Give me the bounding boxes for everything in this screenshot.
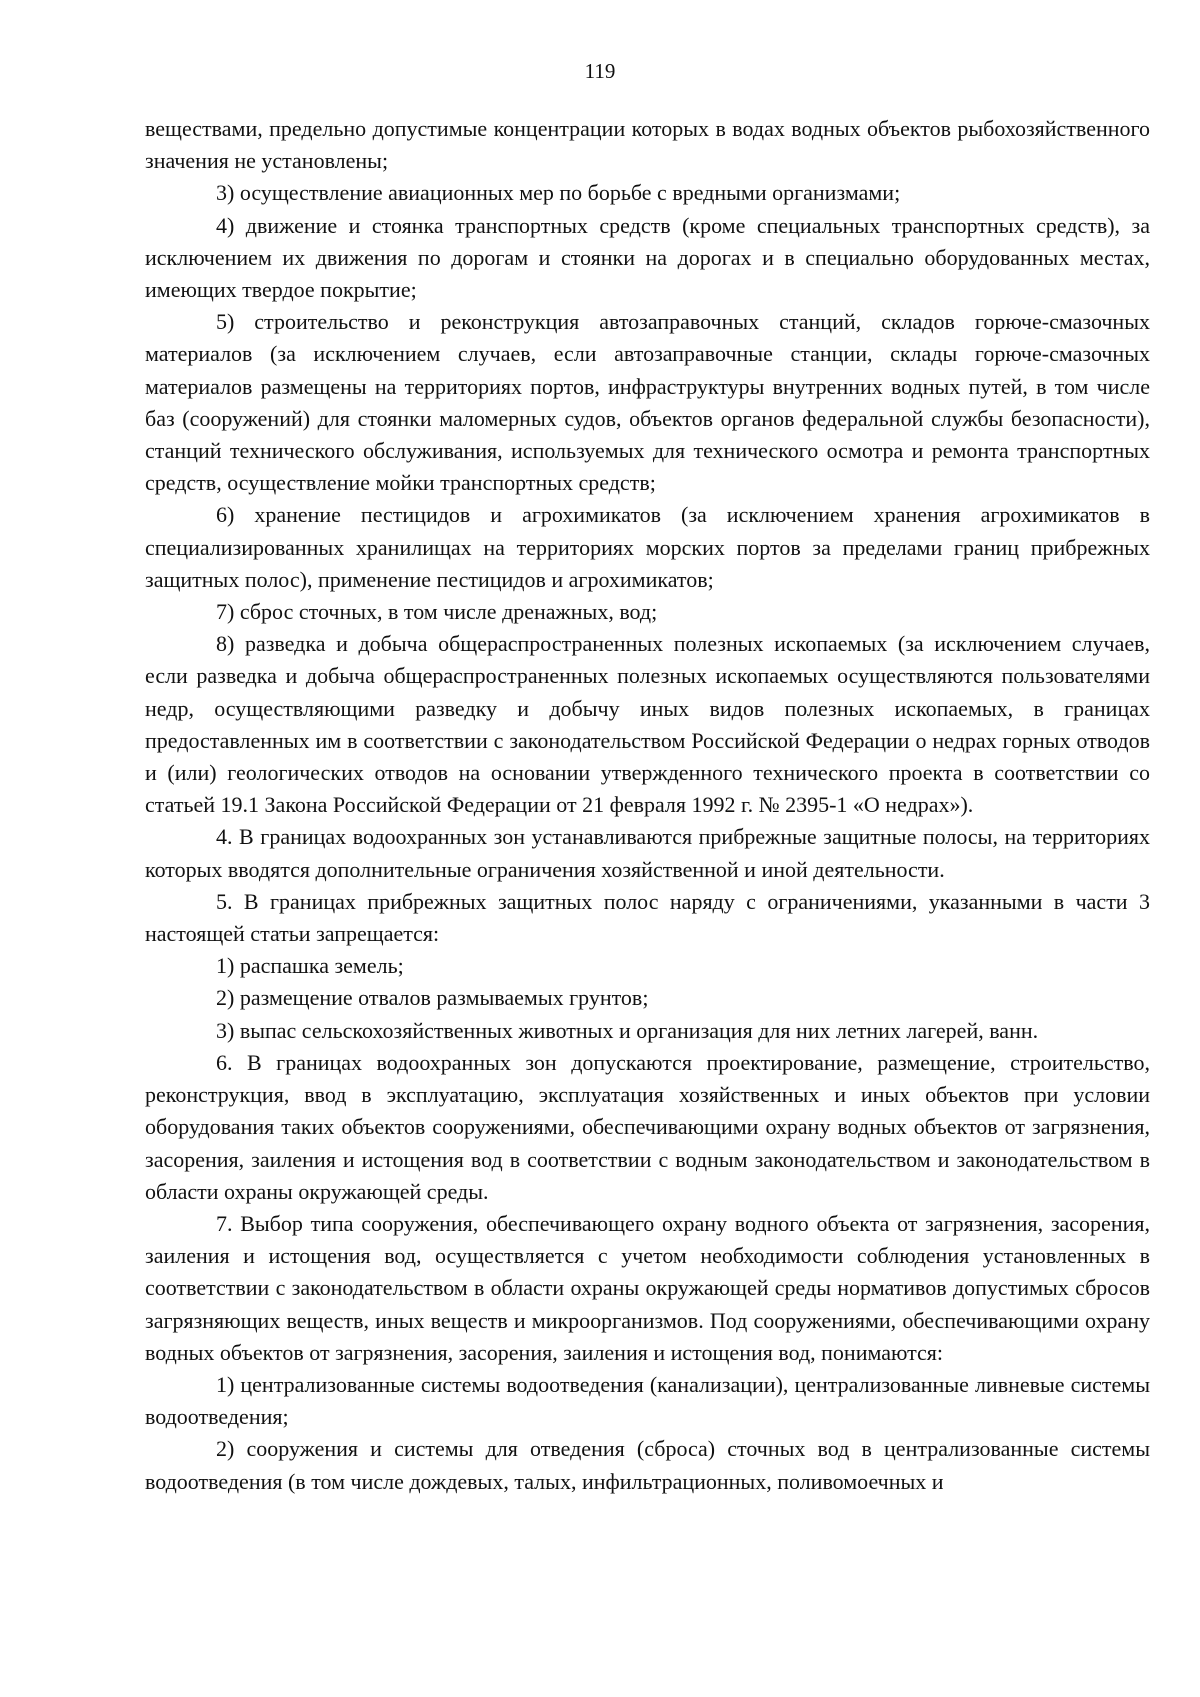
paragraph: 7) сброс сточных, в том числе дренажных, вод; (216, 599, 658, 625)
paragraph: 3) осуществление авиационных мер по борьбе с вредными организмами; (216, 180, 901, 206)
paragraph: 6) хранение пестицидов и агрохимикатов (за исключением хранения агрохимикатов в специализированных хранилищах на территориях морских портов за пределами границ прибрежных защитных полос), применение пестицидов и агрохимикатов; (145, 502, 1150, 592)
paragraph: 1) распашка земель; (216, 953, 404, 979)
paragraph: 8) разведка и добыча общераспространенных полезных ископаемых (за исключением случаев, если разведка и добыча общераспространенных полезных ископаемых осуществляются пользователями недр, осуществляющими разведку и добычу иных видов полезных ископаемых, в границах предоставленных им в соответствии с законодательством Российской Федерации о недрах горных отводов и (или) геологических отводов на основании утвержденного технического проекта в соответствии со статьей 19.1 Закона Российской Федерации от 21 февраля 1992 г. № 2395-1 «О недрах»). (145, 631, 1150, 818)
paragraph: 2) размещение отвалов размываемых грунтов; (216, 985, 649, 1011)
page-number: 119 (584, 59, 616, 83)
paragraph: 6. В границах водоохранных зон допускаются проектирование, размещение, строительство, реконструкция, ввод в эксплуатацию, эксплуатация хозяйственных и иных объектов при условии оборудования таких объектов сооружениями, обеспечивающими охрану водных объектов от загрязнения, засорения, заиления и истощения вод в соответствии с водным законодательством и законодательством в области охраны окружающей среды. (145, 1049, 1150, 1204)
paragraph: 3) выпас сельскохозяйственных животных и организация для них летних лагерей, ванн. (216, 1017, 1039, 1043)
paragraph: 2) сооружения и системы для отведения (сброса) сточных вод в централизованные системы водоотведения (в том числе дождевых, талых, инфильтрационных, поливомоечных и (145, 1436, 1150, 1494)
paragraph: веществами, предельно допустимые концентрации которых в водах водных объектов рыбохозяйственного значения не установлены; (145, 116, 1150, 174)
paragraph: 4) движение и стоянка транспортных средств (кроме специальных транспортных средств), за исключением их движения по дорогам и стоянки на дорогах и в специально оборудованных местах, имеющих твердое покрытие; (145, 212, 1150, 303)
paragraph: 4. В границах водоохранных зон устанавливаются прибрежные защитные полосы, на территориях которых вводятся дополнительные ограничения хозяйственной и иной деятельности. (145, 824, 1150, 882)
document-body (145, 113, 1150, 1498)
paragraph: 7. Выбор типа сооружения, обеспечивающего охрану водного объекта от загрязнения, засорения, заиления и истощения вод, осуществляется с учетом необходимости соблюдения установленных в соответствии с законодательством в области охраны окружающей среды нормативов допустимых сбросов загрязняющих веществ, иных веществ и микроорганизмов. Под сооружениями, обеспечивающими охрану водных объектов от загрязнения, засорения, заиления и истощения вод, понимаются: (145, 1210, 1150, 1365)
paragraph: 1) централизованные системы водоотведения (канализации), централизованные ливневые системы водоотведения; (145, 1371, 1150, 1430)
paragraph: 5) строительство и реконструкция автозаправочных станций, складов горюче-смазочных материалов (за исключением случаев, если автозаправочные станции, склады горюче-смазочных материалов размещены на территориях портов, инфраструктуры внутренних водных путей, в том числе баз (сооружений) для стоянки маломерных судов, объектов органов федеральной службы безопасности), станций технического обслуживания, используемых для технического осмотра и ремонта транспортных средств, осуществление мойки транспортных средств; (145, 309, 1150, 496)
paragraph: 5. В границах прибрежных защитных полос наряду с ограничениями, указанными в части 3 настоящей статьи запрещается: (145, 888, 1150, 947)
